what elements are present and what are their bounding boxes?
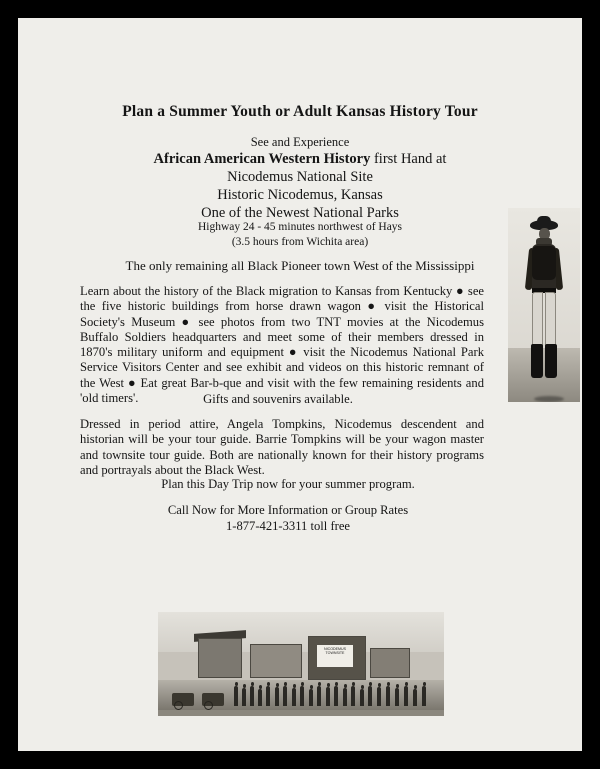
crowd-person [334,686,338,706]
paragraph-guides: Dressed in period attire, Angela Tompkins, Nicodemus descendent and historian will be your tour guide. Barrie Tompkins will be your wagon master and townsite tour guide. Both are nationally known for their history programs and portrayals about the Black West. [80,417,484,477]
flyer-content [18,18,582,751]
crowd-person [292,688,296,706]
crowd-person [283,686,287,706]
crowd-person [326,687,330,706]
crowd-person [360,689,364,706]
crowd-person [300,686,304,706]
crowd-person [317,686,321,706]
crowd-person [404,686,408,706]
crowd-person [368,686,372,706]
figure-vest [532,246,556,280]
crowd-person [395,688,399,706]
crowd-person [234,686,238,706]
figure-shadow [534,396,564,402]
subheading-line-1: See and Experience [250,135,350,149]
figure-right-boot [545,344,557,378]
directions-block [18,220,582,250]
crowd-person [351,686,355,706]
directions-line-2: (3.5 hours from Wichita area) [231,236,369,248]
subheading-line-2-rest: first Hand at [370,151,447,167]
subheading-line-2-bold: African American Western History [153,151,371,167]
wagon-1 [172,693,194,706]
directions-line-1: Highway 24 - 45 minutes northwest of Hays [197,221,403,233]
wagon-2 [202,693,224,706]
call-line-1: Call Now for More Information or Group Rates [167,503,409,517]
crowd-person [377,687,381,706]
cowgirl-figure [526,220,562,392]
crowd-person [242,688,246,706]
crowd-person [258,689,262,706]
plan-trip-note: Plan this Day Trip now for your summer program. [161,477,415,491]
building-1 [198,638,242,678]
figure-left-boot [531,344,543,378]
subheading-line-2 [18,150,582,168]
cowgirl-photo [508,208,580,402]
subheading-line-4: Historic Nicodemus, Kansas [217,187,383,203]
historic-town-photo [158,612,444,716]
historic-photo-base [158,710,444,716]
crowd-person [413,689,417,706]
crowd-person [309,689,313,706]
crowd-person [250,686,254,706]
page-title: Plan a Summer Youth or Adult Kansas History Tour [122,103,478,120]
figure-left-leg [532,292,543,346]
crowd-person [266,686,270,706]
crowd-person [422,686,426,706]
flyer-page [18,18,582,751]
subheading-block [18,134,582,222]
building-4 [370,648,410,678]
crowd-person [343,688,347,706]
building-2 [250,644,302,678]
paragraph-learn: Learn about the history of the Black migration to Kansas from Kentucky ● see the five historic buildings from horse drawn wagon ● visit the Historical Society's Museum ● see photos from two TNT movies at the Nicodemus Buffalo Soldiers headquarters and meet some of their members dressed in 1870's military uniform and equipment ● visit the Nicodemus National Park Service Visitors Center and see exhibit and videos on this historic remnant of the West ● Eat great Bar-b-que and visit with the few remaining residents and 'old timers'. [80,284,484,406]
subheading-line-3: Nicodemus National Site [227,169,373,185]
gifts-note: Gifts and souvenirs available. [203,392,353,406]
call-phone: 1-877-421-3311 toll free [225,518,351,533]
crowd-person [275,687,279,706]
tagline: The only remaining all Black Pioneer town West of the Mississippi [125,258,475,273]
crowd-person [386,686,390,706]
subheading-line-5: One of the Newest National Parks [201,205,399,221]
historic-crowd [158,676,444,710]
call-block [18,503,558,534]
figure-right-leg [545,292,556,346]
townsite-sign: NICODEMUS TOWNSITE [316,644,354,668]
